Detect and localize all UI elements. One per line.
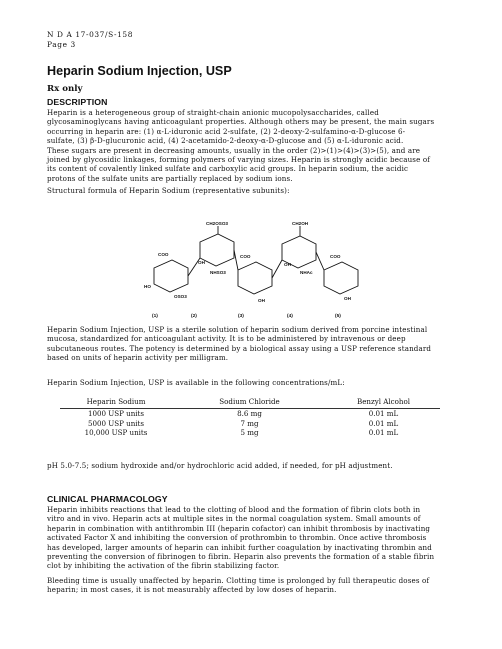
text-line: mucosa, standardized for anticoagulant activity. It is to be administered by intravenous or deep: [47, 334, 406, 344]
table-header-row: [60, 396, 440, 409]
rx-only: Rx only: [47, 84, 83, 94]
group-label: OSO3: [174, 294, 187, 299]
text-line: preventing the conversion of fibrinogen to fibrin. Heparin also prevents the formation of a stable fibrin: [47, 552, 435, 562]
description-heading: DESCRIPTION: [47, 97, 108, 107]
text-line: glycosaminoglycans having anticoagulant properties. Although others may be present, the main sugars: [47, 117, 435, 127]
group-label: OH: [198, 260, 205, 265]
table-cell: 5000 USP units: [87, 418, 145, 428]
text-line: clot by inhibiting the activation of the fibrin stabilizing factor.: [47, 561, 280, 571]
group-label: OH: [284, 262, 291, 267]
clinical-pharmacology-heading: CLINICAL PHARMACOLOGY: [47, 494, 168, 504]
text-line: sulfate, (3) β-D-glucuronic acid, (4) 2-acetamido-2-deoxy-α-D-glucose and (5) α-L-iduronic acid.: [47, 136, 404, 146]
text-line: Heparin inhibits reactions that lead to the clotting of blood and the formation of fibrin clots both in: [47, 505, 421, 514]
text-line: vitro and in vivo. Heparin acts at multiple sites in the normal coagulation system. Small amounts of: [47, 514, 421, 524]
group-label: OH: [258, 298, 265, 303]
nda-number: N D A 17-037/S-158: [47, 30, 134, 39]
table-cell: 8.6 mg: [237, 409, 262, 418]
clinical-paragraph: [47, 505, 459, 571]
document-title: Heparin Sodium Injection, USP: [47, 64, 232, 78]
table-cell: 0.01 mL: [368, 428, 399, 437]
text-line: has developed, larger amounts of heparin can inhibit further coagulation by inactivating thrombin and: [47, 542, 432, 552]
table-cell: 0.01 mL: [368, 409, 399, 418]
structure-label-2: (2): [191, 314, 197, 319]
structure-label-3: (3): [238, 314, 244, 319]
table-cell: 10,000 USP units: [84, 428, 148, 437]
structure-label-4: (4): [287, 314, 293, 319]
description-paragraph: [47, 108, 459, 183]
structural-formula-caption: Structural formula of Heparin Sodium (representative subunits):: [47, 186, 290, 195]
text-line: heparin in combination with antithrombin III (heparin cofactor) can inhibit thrombosis by inactivating: [47, 523, 431, 533]
text-line: subcutaneous routes. The potency is determined by a biological assay using a USP reference standard: [47, 343, 432, 353]
table-row: [60, 428, 440, 438]
group-label: COO: [330, 254, 341, 259]
group-label: NHAc: [300, 270, 313, 275]
ph-line: pH 5.0-7.5; sodium hydroxide and/or hydrochloric acid added, if needed, for pH adjustment.: [47, 461, 393, 470]
product-paragraph: [47, 325, 459, 363]
bleeding-paragraph: [47, 576, 459, 595]
text-line: based on units of heparin activity per milligram.: [47, 353, 229, 363]
text-line: Heparin is a heterogeneous group of straight-chain anionic mucopolysaccharides, called: [47, 108, 379, 117]
table-row: [60, 409, 440, 419]
group-label: OH: [344, 296, 351, 301]
table-row: [60, 419, 440, 429]
text-line: Heparin Sodium Injection, USP is a sterile solution of heparin sodium derived from porcine intestinal: [47, 325, 428, 334]
text-line: Bleeding time is usually unaffected by heparin. Clotting time is prolonged by full therapeutic doses of: [47, 576, 430, 585]
page-number: Page 3: [47, 40, 76, 49]
heparin-structure-figure: [140, 220, 380, 316]
column-header: Benzyl Alcohol: [327, 396, 440, 409]
column-header: Sodium Chloride: [172, 396, 327, 409]
group-label: COO: [240, 254, 251, 259]
concentrations-intro: Heparin Sodium Injection, USP is available in the following concentrations/mL:: [47, 378, 345, 387]
table-cell: 7 mg: [240, 418, 259, 428]
text-line: joined by glycosidic linkages, forming polymers of varying sizes. Heparin is strongly acidic because of: [47, 155, 431, 165]
text-line: heparin; in most cases, it is not measurably affected by low doses of heparin.: [47, 585, 337, 595]
structure-label-1: (1): [152, 314, 158, 319]
group-label: CH2OH: [292, 221, 309, 226]
table-cell: 1000 USP units: [87, 409, 145, 418]
text-line: These sugars are present in decreasing amounts, usually in the order (2)>(1)>(4)>(3)>(5), and are: [47, 145, 421, 155]
text-line: protons of the sulfate units are partially replaced by sodium ions.: [47, 173, 293, 183]
column-header: Heparin Sodium: [60, 396, 172, 409]
table-cell: 5 mg: [240, 428, 259, 437]
structure-label-5: (5): [335, 314, 341, 319]
group-label: NHSO3: [210, 270, 226, 275]
text-line: its content of covalently linked sulfate and carboxylic acid groups. In heparin sodium, the acidic: [47, 164, 409, 174]
text-line: activated Factor X and inhibiting the conversion of prothrombin to thrombin. Once active thrombosis: [47, 533, 427, 543]
concentrations-table: [60, 396, 440, 438]
group-label: HO: [144, 284, 151, 289]
text-line: occurring in heparin are: (1) α-L-iduronic acid 2-sulfate, (2) 2-deoxy-2-sulfamino-α-D-glucose 6-: [47, 126, 406, 136]
table-cell: 0.01 mL: [368, 418, 399, 428]
group-label: CH2OSO3: [206, 221, 228, 226]
group-label: COO: [158, 252, 169, 257]
